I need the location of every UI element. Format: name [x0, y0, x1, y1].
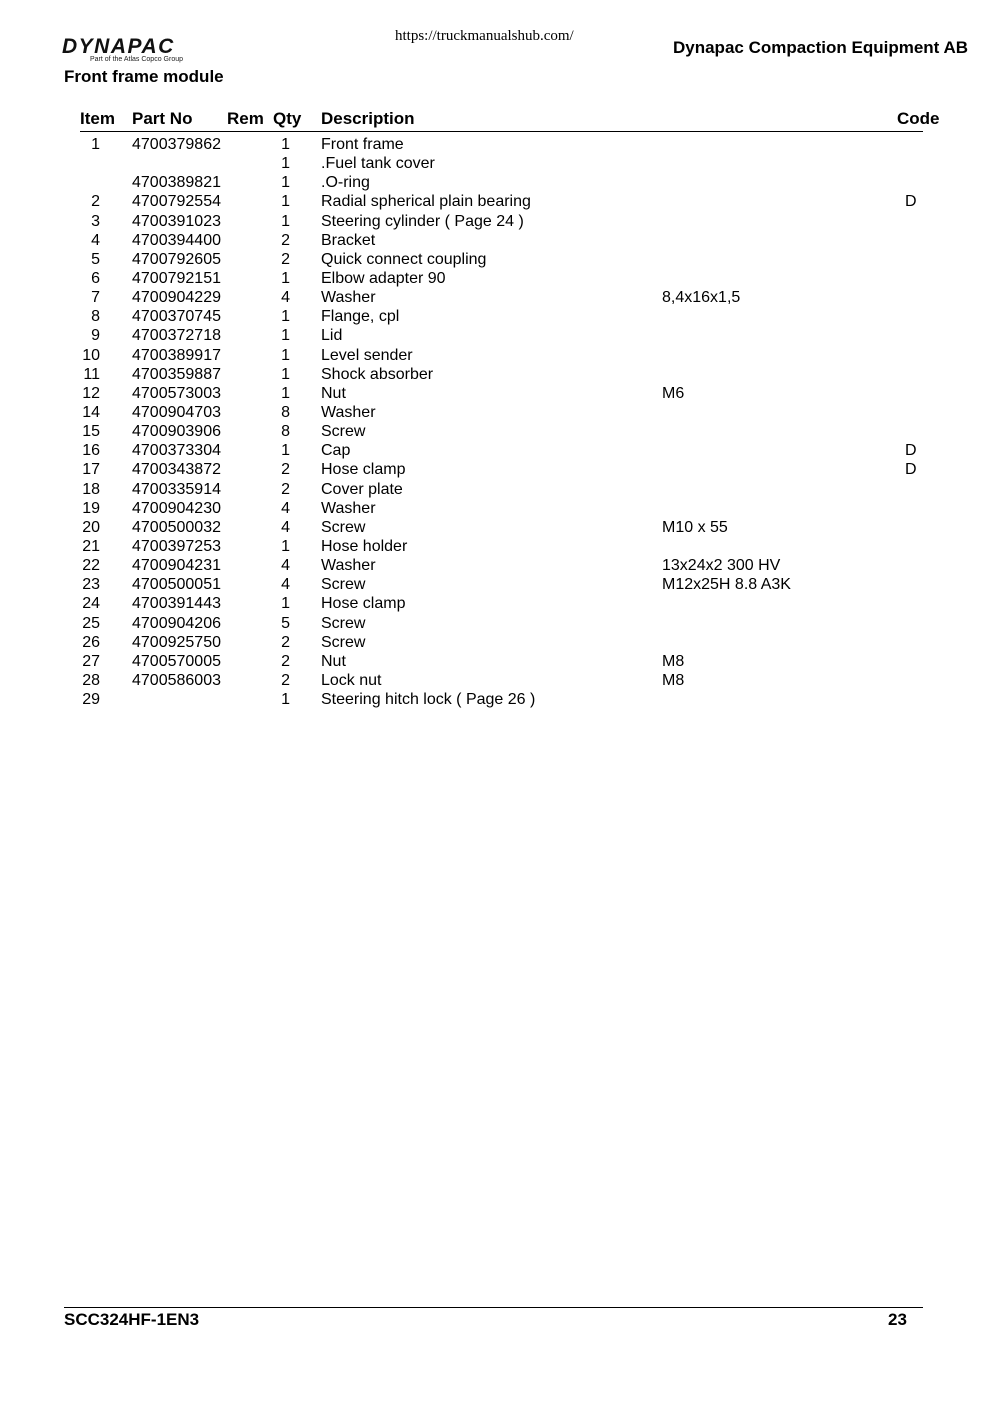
row-description: Washer	[321, 403, 376, 421]
row-qty: 1	[281, 327, 290, 345]
row-qty: 8	[281, 423, 290, 441]
row-item: 26	[82, 633, 100, 651]
row-part-no: 4700573003	[132, 384, 221, 402]
row-part-no: 4700343872	[132, 461, 221, 479]
footer-divider	[64, 1307, 923, 1308]
row-description: Lock nut	[321, 671, 382, 689]
row-description: Quick connect coupling	[321, 250, 487, 268]
table-row	[0, 480, 992, 499]
row-description: Washer	[321, 499, 376, 517]
table-row	[0, 652, 992, 671]
row-qty: 1	[281, 174, 290, 192]
table-row	[0, 614, 992, 633]
row-spec: M8	[662, 652, 685, 670]
row-item: 3	[91, 212, 100, 230]
row-qty: 4	[281, 289, 290, 307]
row-qty: 1	[281, 595, 290, 613]
row-qty: 1	[281, 136, 290, 153]
row-item: 7	[91, 289, 100, 307]
row-item: 21	[82, 537, 100, 555]
row-description: Steering cylinder ( Page 24 )	[321, 212, 524, 230]
row-qty: 2	[281, 633, 290, 651]
row-item: 18	[82, 480, 100, 498]
row-qty: 5	[281, 614, 290, 632]
row-item: 4	[91, 231, 100, 249]
parts-table-body	[0, 135, 992, 709]
table-row	[0, 537, 992, 556]
row-spec: M6	[662, 384, 685, 402]
row-description: Cover plate	[321, 480, 403, 498]
table-row	[0, 594, 992, 613]
row-description: Flange, cpl	[321, 308, 400, 326]
row-description: Screw	[321, 423, 366, 441]
row-item: 14	[82, 403, 100, 421]
row-description: Hose clamp	[321, 461, 406, 479]
row-description: Screw	[321, 518, 366, 536]
row-description: Nut	[321, 652, 346, 670]
table-row	[0, 326, 992, 345]
row-item: 15	[82, 423, 100, 441]
row-part-no: 4700792554	[132, 193, 221, 211]
row-item: 2	[91, 193, 100, 211]
row-item: 8	[91, 308, 100, 326]
row-qty: 2	[281, 461, 290, 479]
row-qty: 4	[281, 499, 290, 517]
row-part-no: 4700925750	[132, 633, 221, 651]
row-part-no: 4700370745	[132, 308, 221, 326]
col-item-header: Item	[80, 109, 115, 128]
row-description: Steering hitch lock ( Page 26 )	[321, 691, 536, 709]
row-item: 10	[82, 346, 100, 364]
row-description: Elbow adapter 90	[321, 269, 446, 287]
table-row	[0, 192, 992, 211]
table-row	[0, 135, 992, 154]
row-qty: 8	[281, 403, 290, 421]
logo-wordmark: DYNAPAC	[62, 36, 175, 58]
row-item: 11	[83, 365, 100, 383]
table-row	[0, 441, 992, 460]
row-part-no: 4700389821	[132, 174, 221, 192]
row-qty: 2	[281, 250, 290, 268]
row-qty: 1	[281, 442, 290, 460]
row-qty: 4	[281, 557, 290, 575]
table-row	[0, 671, 992, 690]
table-row	[0, 499, 992, 518]
row-part-no: 4700904231	[132, 557, 221, 575]
row-qty: 1	[281, 155, 290, 173]
page-number: 23	[888, 1310, 907, 1329]
row-spec: M12x25H 8.8 A3K	[662, 576, 791, 594]
row-part-no: 4700904206	[132, 614, 221, 632]
row-description: Screw	[321, 576, 366, 594]
row-part-no: 4700792151	[132, 269, 221, 287]
logo-tagline: Part of the Atlas Copco Group	[90, 56, 183, 63]
row-item: 25	[82, 614, 100, 632]
row-item: 24	[82, 595, 100, 613]
row-description: Cap	[321, 442, 351, 460]
row-part-no: 4700359887	[132, 365, 221, 383]
table-row	[0, 288, 992, 307]
row-item: 16	[82, 442, 100, 460]
table-row	[0, 346, 992, 365]
table-row	[0, 460, 992, 479]
dynapac-logo-mark	[62, 36, 232, 58]
row-description: Front frame	[321, 136, 404, 153]
row-item: 27	[82, 652, 100, 670]
row-code: D	[905, 461, 917, 479]
col-qty-header: Qty	[273, 109, 302, 128]
row-part-no: 4700389917	[132, 346, 221, 364]
row-part-no: 4700904229	[132, 289, 221, 307]
row-description: Washer	[321, 557, 376, 575]
row-part-no: 4700379862	[132, 136, 221, 153]
table-row	[0, 690, 992, 709]
row-description: Bracket	[321, 231, 376, 249]
row-qty: 1	[281, 308, 290, 326]
row-qty: 1	[281, 537, 290, 555]
row-item: 28	[82, 671, 100, 689]
document-code: SCC324HF-1EN3	[64, 1310, 200, 1329]
row-item: 17	[82, 461, 100, 479]
row-part-no: 4700792605	[132, 250, 221, 268]
row-item: 22	[82, 557, 100, 575]
row-description: Screw	[321, 614, 366, 632]
row-description: Hose clamp	[321, 595, 406, 613]
table-row	[0, 575, 992, 594]
table-row	[0, 212, 992, 231]
row-item: 9	[91, 327, 100, 345]
row-item: 1	[91, 136, 100, 153]
row-description: Nut	[321, 384, 346, 402]
col-description-header: Description	[321, 109, 415, 128]
row-part-no: 4700904703	[132, 403, 221, 421]
col-code-header: Code	[897, 109, 940, 128]
table-row	[0, 633, 992, 652]
row-part-no: 4700391023	[132, 212, 221, 230]
parts-table-header	[0, 109, 992, 131]
table-row	[0, 154, 992, 173]
company-name: Dynapac Compaction Equipment AB	[672, 38, 968, 57]
row-part-no: 4700904230	[132, 499, 221, 517]
row-part-no: 4700570005	[132, 652, 221, 670]
row-code: D	[905, 442, 917, 460]
row-part-no: 4700586003	[132, 671, 221, 689]
row-spec: M8	[662, 671, 685, 689]
row-item: 23	[82, 576, 100, 594]
row-description: .Fuel tank cover	[321, 155, 435, 173]
row-description: Level sender	[321, 346, 413, 364]
row-qty: 4	[281, 518, 290, 536]
row-item: 20	[82, 518, 100, 536]
table-row	[0, 518, 992, 537]
row-qty: 1	[281, 384, 290, 402]
row-qty: 2	[281, 671, 290, 689]
col-rem-header: Rem	[227, 109, 264, 128]
row-qty: 1	[281, 365, 290, 383]
row-qty: 1	[281, 691, 290, 709]
row-part-no: 4700391443	[132, 595, 221, 613]
row-part-no: 4700394400	[132, 231, 221, 249]
row-part-no: 4700500051	[132, 576, 221, 594]
row-spec: 8,4x16x1,5	[662, 289, 741, 307]
row-part-no: 4700397253	[132, 537, 221, 555]
row-qty: 1	[281, 212, 290, 230]
header-divider	[80, 131, 923, 132]
row-description: Radial spherical plain bearing	[321, 193, 531, 211]
row-description: Screw	[321, 633, 366, 651]
row-description: Hose holder	[321, 537, 408, 555]
row-item: 12	[82, 384, 100, 402]
row-spec: M10 x 55	[662, 518, 728, 536]
row-description: Lid	[321, 327, 343, 345]
row-part-no: 4700373304	[132, 442, 221, 460]
row-qty: 1	[281, 193, 290, 211]
row-description: Washer	[321, 289, 376, 307]
row-qty: 2	[281, 480, 290, 498]
row-item: 6	[91, 269, 100, 287]
row-spec: 13x24x2 300 HV	[662, 557, 781, 575]
row-item: 29	[82, 691, 100, 709]
row-part-no: 4700335914	[132, 480, 221, 498]
table-row	[0, 384, 992, 403]
row-code: D	[905, 193, 917, 211]
col-part-no-header: Part No	[132, 109, 193, 128]
row-qty: 2	[281, 231, 290, 249]
row-qty: 4	[281, 576, 290, 594]
row-part-no: 4700500032	[132, 518, 221, 536]
table-row	[0, 307, 992, 326]
table-row	[0, 365, 992, 384]
source-url[interactable]: https://truckmanualshub.com/	[395, 28, 574, 44]
table-row	[0, 422, 992, 441]
row-part-no: 4700372718	[132, 327, 221, 345]
row-item: 19	[82, 499, 100, 517]
table-row	[0, 556, 992, 575]
table-row	[0, 250, 992, 269]
row-qty: 1	[281, 346, 290, 364]
row-qty: 1	[281, 269, 290, 287]
row-description: Shock absorber	[321, 365, 434, 383]
module-title: Front frame module	[64, 67, 224, 86]
table-row	[0, 269, 992, 288]
row-part-no: 4700903906	[132, 423, 221, 441]
row-item: 5	[91, 250, 100, 268]
table-row	[0, 403, 992, 422]
row-description: .O-ring	[321, 174, 370, 192]
table-row	[0, 173, 992, 192]
table-row	[0, 231, 992, 250]
row-qty: 2	[281, 652, 290, 670]
